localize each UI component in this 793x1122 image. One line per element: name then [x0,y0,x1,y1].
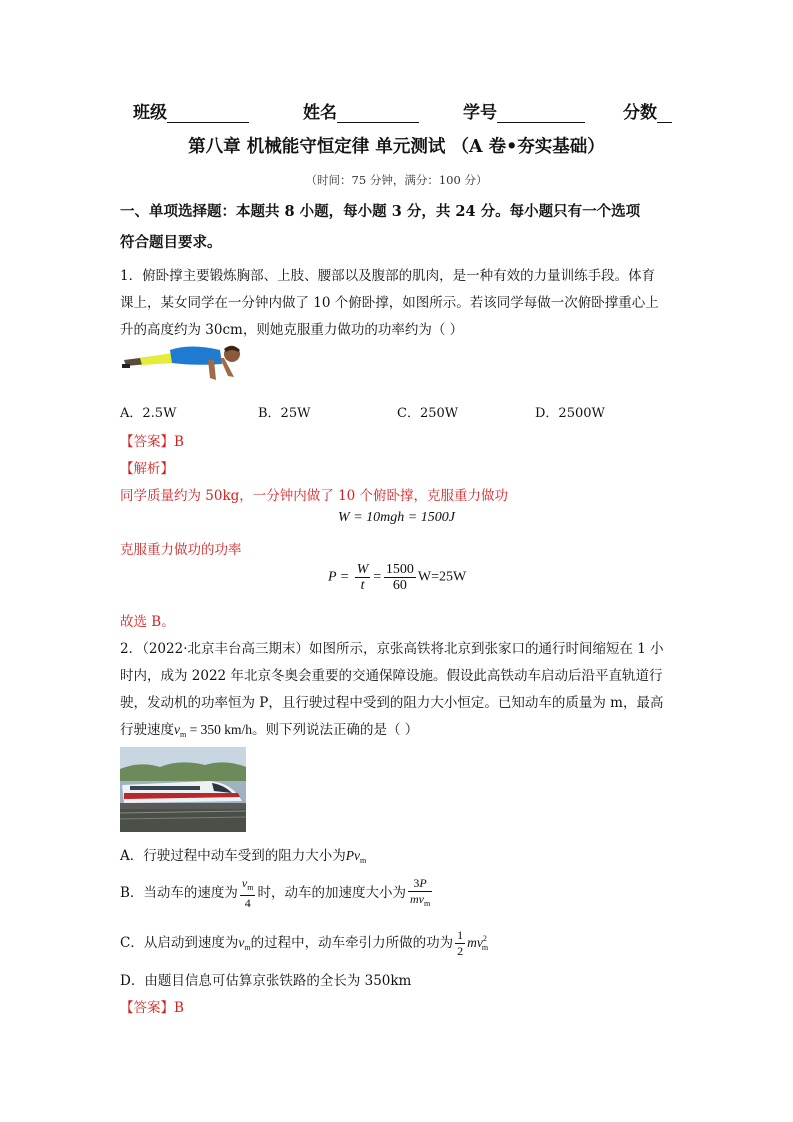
vm-value: = 350 km/h [186,722,252,737]
q1-analysis-line1: 同学质量约为 50kg，一分钟内做了 10 个俯卧撑，克服重力做功 [120,488,509,504]
q2-option-c-text1: C．从启动到速度为 [120,935,239,951]
q2-option-b-text1: B．当动车的速度为 [120,885,238,901]
q1-option-b: B．25W [258,406,311,421]
q1-answer: 【答案】B [120,434,184,450]
train-image [120,747,246,832]
frac1-den: t [360,578,365,593]
name-label: 姓名 [303,103,337,123]
class-label: 班级 [133,103,167,123]
q2-option-a [120,844,366,865]
id-label: 学号 [463,103,497,123]
section-heading-line2: 符合题目要求。 [120,234,222,251]
eq2-lhs: P = [328,569,350,585]
q2-option-c-mv2: $mv^2_m$ [467,934,489,952]
q2-option-c-text2: 的过程中，动车牵引力所做的功为 [250,935,454,951]
score-blank[interactable] [657,104,672,123]
q1-equation-work: W = 10mgh = 1500J [338,510,455,525]
q2-option-c-vm: $v_m$ [238,935,251,952]
id-blank[interactable] [497,104,585,123]
q1-line3: 升的高度约为 30cm，则她克服重力做功的功率约为（ ） [120,322,464,338]
score-field [623,98,672,123]
q1-equation-power: P = $\frac{W}{t}$ = $\frac{1500}{60}$ W=25W [328,562,467,593]
frac2-den: 60 [392,578,407,593]
q2-line1: 2．（2022·北京丰台高三期末）如图所示，京张高铁将北京到张家口的通行时间缩短在 1 小 [120,641,664,657]
q2-option-a-expr: $Pv_m$ [345,848,367,865]
time-note: （时间：75 分钟，满分：100 分） [305,173,488,187]
q2-line4 [120,718,418,739]
page-title: 第八章 机械能守恒定律 单元测试 （A 卷•夯实基础） [188,137,605,157]
q2-option-b-frac-3p: $\frac{3P}{mv_m}$ [409,876,431,908]
q2-option-c [120,928,488,959]
pushup-image [120,340,258,390]
q2-line4-pre: 行驶速度 [120,722,174,738]
vm-sub: m [180,730,187,739]
student-info-header [133,98,678,122]
q1-analysis-line2: 克服重力做功的功率 [120,542,242,558]
fraction-w-over-t [355,562,371,593]
section-heading-line1: 一、单项选择题：本题共 8 小题，每小题 3 分，共 24 分。每小题只有一个选项 [120,203,641,220]
q1-analysis-label: 【解析】 [120,461,174,477]
q1-option-c: C．250W [397,406,459,421]
q2-vm-expression [174,722,252,737]
q1-line1: 1．俯卧撑主要锻炼胸部、上肢、腰部以及腹部的肌肉，是一种有效的力量训练手段。体育 [120,268,656,284]
q2-option-a-text: A．行驶过程中动车受到的阻力大小为 [120,848,346,864]
name-field [303,98,419,123]
q2-option-c-frac-half: $\frac{1}{2}$ [457,928,464,958]
q2-line3: 驶，发动机的功率恒为 P，且行驶过程中受到的阻力大小恒定。已知动车的质量为 m，最高 [120,695,664,711]
class-blank[interactable] [167,104,249,123]
fraction-1500-over-60 [384,562,416,593]
q2-option-b-frac-vm4: $\frac{v_m}{4}$ [241,876,254,910]
q2-line4-post: 。则下列说法正确的是（ ） [251,722,419,738]
eq2-rhs: W=25W [417,569,467,585]
name-blank[interactable] [337,104,419,123]
q1-line2: 课上，某女同学在一分钟内做了 10 个俯卧撑，如图所示。若该同学每做一次俯卧撑重心上 [120,295,659,311]
q2-option-b-text2: 时，动车的加速度大小为 [257,885,406,901]
class-field [133,98,249,123]
q2-line2: 时内，成为 2022 年北京冬奥会重要的交通保障设施。假设此高铁动车启动后沿平直轨道行 [120,668,663,684]
q1-conclusion: 故选 B。 [120,614,175,630]
q1-option-a: A．2.5W [120,406,177,421]
id-field [463,98,585,123]
frac2-num: 1500 [385,562,414,577]
q2-option-b [120,876,434,911]
q2-answer: 【答案】B [120,1000,184,1016]
vm-v: v [174,722,180,737]
score-label: 分数 [623,103,657,123]
q1-option-d: D．2500W [535,406,605,421]
frac1-num: W [356,562,369,577]
q2-option-d: D．由题目信息可估算京张铁路的全长为 350km [120,973,412,989]
